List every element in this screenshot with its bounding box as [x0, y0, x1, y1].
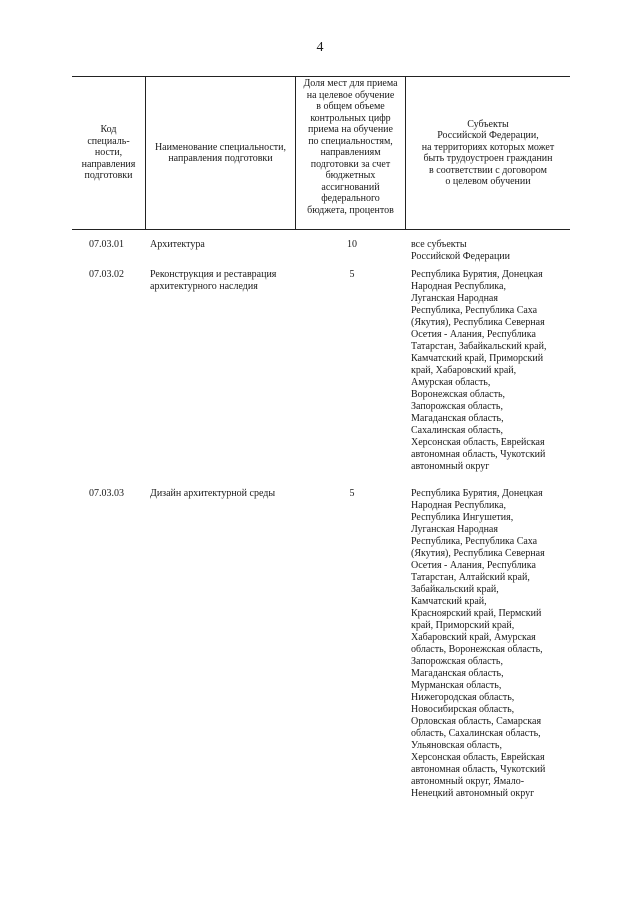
cell-text: [155, 142, 286, 165]
text-line: в общем объеме: [316, 101, 385, 112]
text-line: бюджетных: [325, 170, 376, 181]
text-line: автономная область, Чукотский: [411, 449, 546, 460]
text-line: все субъекты: [411, 239, 467, 250]
text-line: направления: [81, 158, 136, 170]
text-line: Субъекты: [467, 118, 509, 130]
row-name: [145, 488, 295, 800]
specialties-table: [72, 76, 570, 799]
text-line: Республика Бурятия, Донецкая: [411, 488, 543, 499]
text-line: Осетия - Алания, Республика: [411, 560, 536, 571]
text-line: Забайкальский край,: [411, 584, 499, 595]
cell-text: [82, 124, 136, 182]
text-line: Новосибирская область,: [411, 704, 515, 715]
text-line: Республика, Республика Саха: [411, 536, 538, 547]
table-row: [72, 239, 570, 263]
cell-text: [150, 488, 291, 500]
row-share: 5: [349, 488, 355, 499]
text-line: автономная область, Чукотский: [411, 764, 546, 775]
text-line: Народная Республика,: [411, 281, 506, 292]
text-line: быть трудоустроен гражданин: [423, 153, 553, 164]
text-line: (Якутия), Республика Северная: [411, 548, 545, 559]
text-line: край, Приморский край,: [411, 620, 515, 631]
text-line: контрольных цифр: [310, 112, 391, 124]
text-line: Луганская Народная: [411, 524, 498, 535]
row-regions: [405, 488, 570, 800]
row-code: 07.03.02: [89, 269, 124, 280]
row-code: 07.03.03: [89, 488, 124, 499]
text-line: Архитектура: [150, 239, 205, 250]
header-name: [145, 77, 295, 229]
text-line: Ульяновская область,: [411, 740, 502, 751]
text-line: Запорожская область,: [411, 401, 503, 412]
text-line: Дизайн архитектурной среды: [150, 488, 276, 499]
cell-text: [411, 269, 570, 473]
text-line: Республика Бурятия, Донецкая: [411, 269, 543, 280]
text-line: архитектурного наследия: [150, 281, 258, 292]
text-line: о целевом обучении: [445, 176, 531, 187]
cell-text: [422, 119, 554, 188]
row-name: [145, 269, 295, 473]
text-line: федерального: [321, 193, 380, 204]
row-share: 5: [349, 269, 355, 280]
text-line: Народная Республика,: [411, 500, 506, 511]
text-line: область, Сахалинская область,: [411, 728, 541, 739]
text-line: край, Хабаровский край,: [411, 365, 517, 376]
text-line: направлениям: [320, 147, 381, 158]
text-line: Херсонская область, Еврейская: [411, 752, 545, 763]
header-share: [295, 77, 405, 229]
cell-text: [150, 239, 291, 251]
text-line: Осетия - Алания, Республика: [411, 329, 536, 340]
page-number: 4: [316, 40, 324, 55]
text-line: Наименование специальности,: [154, 141, 287, 153]
text-line: Мурманская область,: [411, 680, 502, 691]
table-row: [72, 488, 570, 800]
text-line: Красноярский край, Пермский: [411, 608, 542, 619]
text-line: специаль-: [87, 135, 130, 147]
text-line: подготовки за счет: [310, 158, 391, 170]
text-line: (Якутия), Республика Северная: [411, 317, 545, 328]
text-line: Магаданская область,: [411, 413, 504, 424]
text-line: Запорожская область,: [411, 656, 503, 667]
table-header: [72, 76, 570, 230]
text-line: Херсонская область, Еврейская: [411, 437, 545, 448]
text-line: Воронежская область,: [411, 389, 506, 400]
text-line: на целевое обучение: [306, 89, 395, 101]
text-line: Сахалинская область,: [411, 425, 504, 436]
text-line: Республика Ингушетия,: [411, 512, 514, 523]
text-line: автономный округ, Ямало-: [411, 776, 525, 787]
text-line: в соответствии с договором: [429, 164, 547, 176]
row-name: [145, 239, 295, 263]
cell-text: [150, 269, 291, 293]
text-line: Амурская область,: [411, 377, 491, 388]
text-line: приема на обучение: [308, 124, 393, 135]
text-line: направления подготовки: [168, 153, 273, 164]
text-line: Российской Федерации,: [437, 130, 539, 141]
text-line: Луганская Народная: [411, 293, 498, 304]
header-regions: [405, 77, 570, 229]
text-line: Российской Федерации: [411, 251, 511, 262]
cell-text: [411, 239, 570, 263]
row-share: 10: [347, 239, 357, 250]
row-regions: [405, 239, 570, 263]
text-line: на территориях которых может: [421, 141, 555, 153]
cell-text: [303, 78, 397, 216]
text-line: по специальностям,: [308, 135, 393, 147]
table-row: [72, 269, 570, 473]
text-line: Татарстан, Забайкальский край,: [411, 341, 547, 352]
text-line: ности,: [94, 147, 123, 159]
text-line: автономный округ: [411, 461, 490, 472]
text-line: Камчатский край,: [411, 596, 487, 607]
text-line: Татарстан, Алтайский край,: [411, 572, 530, 583]
text-line: Хабаровский край, Амурская: [411, 632, 536, 643]
text-line: Код: [100, 124, 117, 136]
text-line: Камчатский край, Приморский: [411, 353, 544, 364]
text-line: Нижегородская область,: [411, 692, 515, 703]
row-code: 07.03.01: [89, 239, 124, 250]
text-line: Ненецкий автономный округ: [411, 788, 535, 799]
text-line: бюджета, процентов: [307, 204, 394, 216]
text-line: Реконструкция и реставрация: [150, 269, 277, 280]
text-line: область, Воронежская область,: [411, 644, 543, 655]
text-line: подготовки: [84, 170, 133, 182]
text-line: Доля мест для приема: [303, 78, 398, 89]
cell-text: [411, 488, 570, 800]
text-line: ассигнований: [321, 181, 380, 193]
text-line: Республика, Республика Саха: [411, 305, 538, 316]
text-line: Орловская область, Самарская: [411, 716, 542, 727]
text-line: Магаданская область,: [411, 668, 504, 679]
header-code: [72, 77, 145, 229]
row-regions: [405, 269, 570, 473]
